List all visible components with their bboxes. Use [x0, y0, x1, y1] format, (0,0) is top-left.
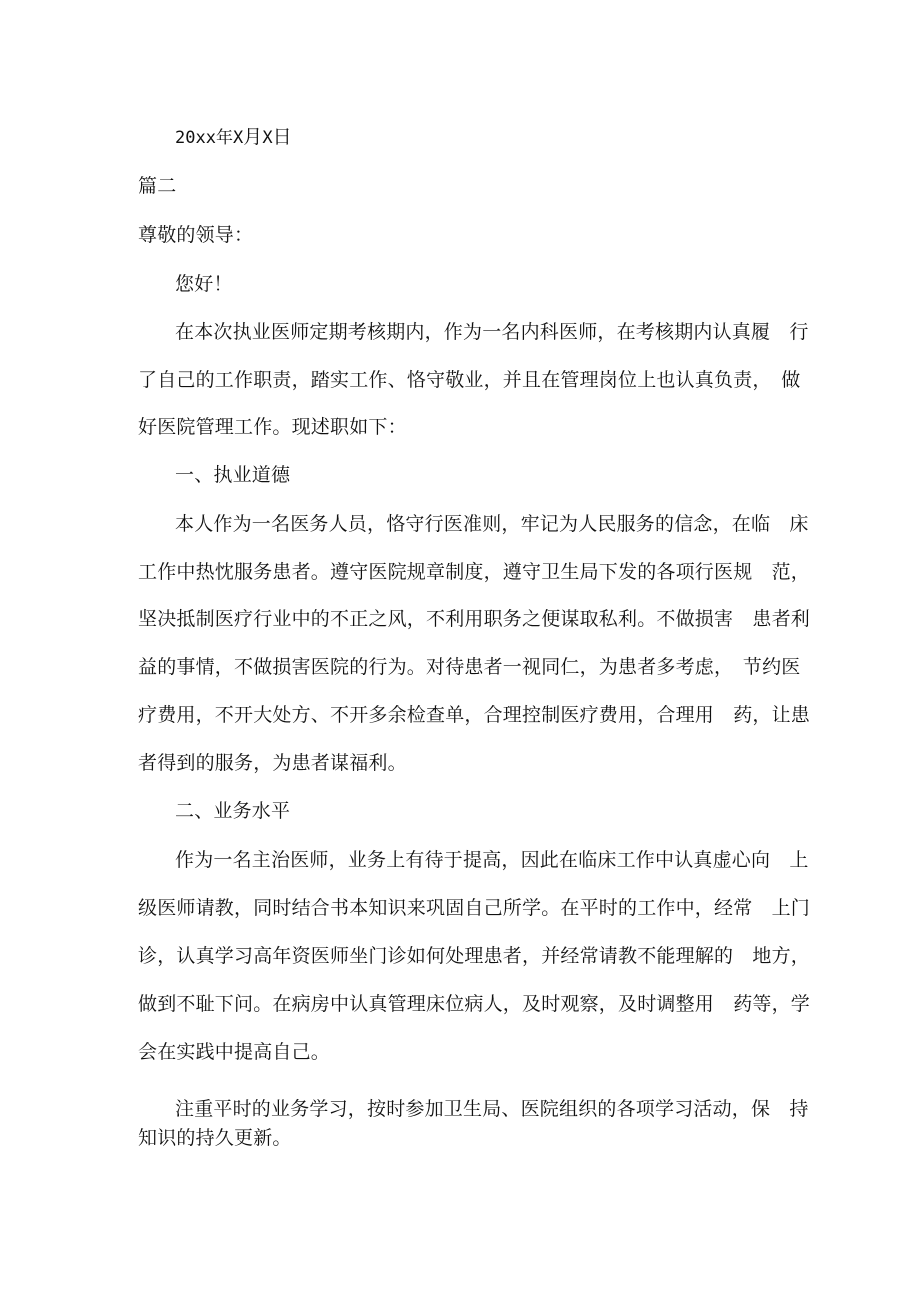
study-line: 注重平时的业务学习，按时参加卫生局、医院组织的各项学习活动，保 持 — [175, 1098, 809, 1120]
skills-line: 作为一名主治医师，业务上有待于提高，因此在临床工作中认真虚心向 上 — [175, 849, 809, 871]
ethics-line: 本人作为一名医务人员，恪守行医准则，牢记为人民服务的信念，在临 床 — [175, 513, 809, 535]
section-label: 篇二 — [138, 175, 177, 197]
skills-line: 级医师请教，同时结合书本知识来巩固自己所学。在平时的工作中，经常 上门 — [138, 897, 811, 919]
heading-skills: 二、业务水平 — [175, 800, 291, 822]
greeting: 您好！ — [175, 273, 233, 295]
date-year: 20xx年 — [175, 128, 233, 148]
heading-ethics: 一、执业道德 — [175, 464, 291, 486]
ethics-line: 工作中热忱服务患者。遵守医院规章制度，遵守卫生局下发的各项行医规 范， — [138, 561, 811, 583]
date-day-unit: 日 — [272, 126, 292, 148]
date-month-unit: 月 — [243, 126, 263, 148]
intro-line: 了自己的工作职责，踏实工作、恪守敬业，并且在管理岗位上也认真负责， 做 — [138, 369, 801, 391]
ethics-line: 者得到的服务，为患者谋福利。 — [138, 752, 407, 774]
date-month: X — [232, 128, 244, 148]
ethics-line: 疗费用，不开大处方、不开多余检查单，合理控制医疗费用，合理用 药，让患 — [138, 704, 811, 726]
salutation: 尊敬的领导： — [138, 224, 254, 246]
ethics-line: 益的事情，不做损害医院的行为。对待患者一视同仁，为患者多考虑， 节约医 — [138, 656, 801, 678]
skills-line: 做到不耻下问。在病房中认真管理床位病人，及时观察，及时调整用 药等，学 — [138, 993, 811, 1015]
skills-line: 诊，认真学习高年资医师坐门诊如何处理患者，并经常请教不能理解的 地方， — [138, 945, 811, 967]
ethics-line: 坚决抵制医疗行业中的不正之风，不利用职务之便谋取私利。不做损害 患者利 — [138, 608, 811, 630]
skills-line: 会在实践中提高自己。 — [138, 1041, 331, 1063]
date-day: X — [262, 128, 273, 148]
document-date — [175, 124, 292, 151]
intro-line: 好医院管理工作。现述职如下： — [138, 416, 407, 438]
intro-line: 在本次执业医师定期考核期内，作为一名内科医师，在考核期内认真履 行 — [175, 321, 809, 343]
study-line: 知识的持久更新。 — [138, 1127, 292, 1149]
